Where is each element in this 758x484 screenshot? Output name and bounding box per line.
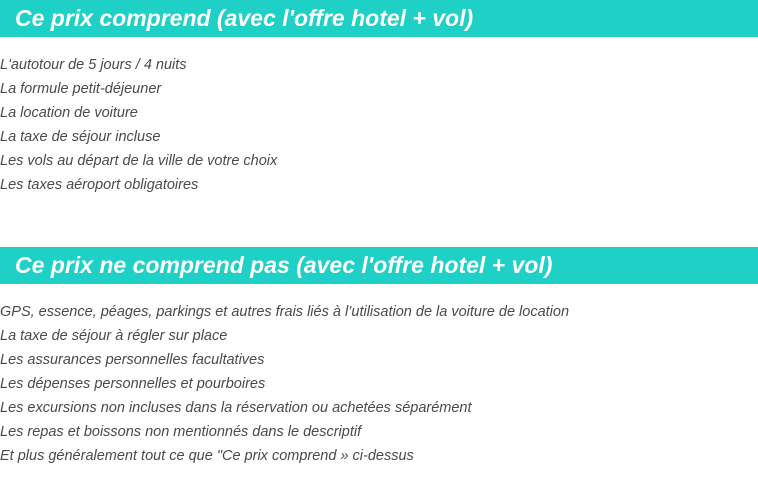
list-item: La location de voiture (0, 105, 138, 121)
included-section-heading: Ce prix comprend (avec l'offre hotel + vol) (0, 0, 758, 37)
list-item: L'autotour de 5 jours / 4 nuits (0, 57, 187, 73)
list-item: Les vols au départ de la ville de votre choix (0, 153, 278, 169)
list-item: La taxe de séjour à régler sur place (0, 328, 228, 344)
list-item: GPS, essence, péages, parkings et autres frais liés à l’utilisation de la voiture de location (0, 304, 570, 320)
list-item: Et plus généralement tout ce que "Ce prix comprend » ci-dessus (0, 448, 414, 464)
list-item: Les assurances personnelles facultatives (0, 352, 265, 368)
list-item: Les repas et boissons non mentionnés dans le descriptif (0, 424, 362, 440)
list-item: Les dépenses personnelles et pourboires (0, 376, 266, 392)
list-item: Les excursions non incluses dans la réservation ou achetées séparément (0, 400, 472, 416)
excluded-items-list (0, 300, 569, 468)
list-item: Les taxes aéroport obligatoires (0, 177, 199, 193)
excluded-section-heading: Ce prix ne comprend pas (avec l'offre hotel + vol) (0, 247, 758, 284)
list-item: La taxe de séjour incluse (0, 129, 161, 145)
list-item: La formule petit-déjeuner (0, 81, 162, 97)
included-items-list (0, 53, 277, 197)
